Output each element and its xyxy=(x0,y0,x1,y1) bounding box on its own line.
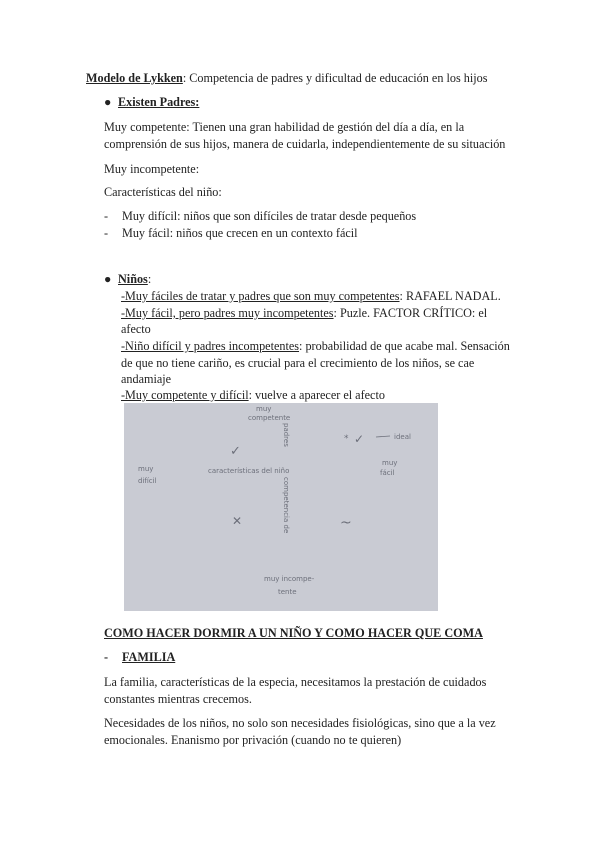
ninos-line-3c: andamiaje xyxy=(121,372,172,386)
section2-heading: COMO HACER DORMIR A UN NIÑO Y COMO HACER QUE COMA xyxy=(104,626,483,640)
list-item: - Muy difícil: niños que son difíciles de tratar desde pequeños xyxy=(104,209,417,223)
ninos-line-3b: de que no tiene cariño, es crucial para el crecimiento de los niños, se cae xyxy=(121,356,475,370)
padres-heading: ● Existen Padres: xyxy=(104,95,200,109)
ninos-line-4: -Muy competente y difícil: vuelve a aparecer el afecto xyxy=(121,388,385,402)
ninos-line-3: -Niño difícil y padres incompetentes: probabilidad de que acabe mal. Sensación xyxy=(121,339,510,353)
bullet-icon: ● xyxy=(104,95,112,109)
diagram-top-1: muy xyxy=(256,405,272,413)
familia-heading: - FAMILIA xyxy=(104,650,176,664)
handwritten-diagram-photo xyxy=(124,403,438,611)
ninos-line-1: -Muy fáciles de tratar y padres que son muy competentes: RAFAEL NADAL. xyxy=(121,289,501,303)
cross-mark-icon: ✕ xyxy=(232,514,243,528)
diagram-ideal-label: ideal xyxy=(394,433,411,441)
title-rest: : Competencia de padres y dificultad de educación en los hijos xyxy=(182,71,488,85)
diagram-horizontal-axis: características del niño xyxy=(208,467,290,475)
caracteristicas-line: Características del niño: xyxy=(104,185,222,199)
ninos-line-2: -Muy fácil, pero padres muy incompetentes: Puzle. FACTOR CRÍTICO: el xyxy=(121,306,488,320)
check-mark-icon: ✓ xyxy=(354,432,365,446)
check-mark-icon: ✓ xyxy=(230,444,241,459)
list-item: - Muy fácil: niños que crecen en un contexto fácil xyxy=(104,226,358,240)
diagram-svg xyxy=(124,403,438,611)
familia-paragraph-2-line-2: emocionales. Enanismo por privación (cuando no te quieren) xyxy=(104,733,402,747)
diagram-left-1: muy xyxy=(138,465,154,473)
diagram-bottom-2: tente xyxy=(278,588,297,596)
familia-paragraph-1-line-2: constantes mientras crecemos. xyxy=(104,692,252,706)
diagram-right-2: fácil xyxy=(380,469,395,477)
diagram-top-2: competente xyxy=(248,414,291,422)
diagram-bottom-1: muy incompe- xyxy=(264,575,315,583)
ninos-heading: ● Niños: xyxy=(104,272,152,286)
document-title xyxy=(86,71,487,86)
diagram-left-2: difícil xyxy=(138,477,157,485)
star-mark-icon: * xyxy=(344,434,349,444)
incompetente-line: Muy incompetente: xyxy=(104,162,200,176)
familia-paragraph-1-line-1: La familia, características de la especia, necesitamos la prestación de cuidados xyxy=(104,675,487,689)
competente-line-2: comprensión de sus hijos, manera de cuidarla, independientemente de su situación xyxy=(104,137,506,151)
title-bold: Modelo de Lykken xyxy=(86,71,183,85)
ninos-line-2b: afecto xyxy=(121,322,151,336)
diagram-vertical-axis-top: padres xyxy=(282,423,290,447)
diagram-vertical-axis-bottom: competencia de xyxy=(282,477,290,534)
bullet-icon: ● xyxy=(104,272,112,286)
familia-paragraph-2-line-1: Necesidades de los niños, no solo son necesidades fisiológicas, sino que a la vez xyxy=(104,716,496,730)
tilde-mark-icon: ~ xyxy=(340,515,352,531)
competente-line-1: Muy competente: Tienen una gran habilidad de gestión del día a día, en la xyxy=(104,120,465,134)
diagram-arrow xyxy=(376,436,390,437)
diagram-right-1: muy xyxy=(382,459,398,467)
